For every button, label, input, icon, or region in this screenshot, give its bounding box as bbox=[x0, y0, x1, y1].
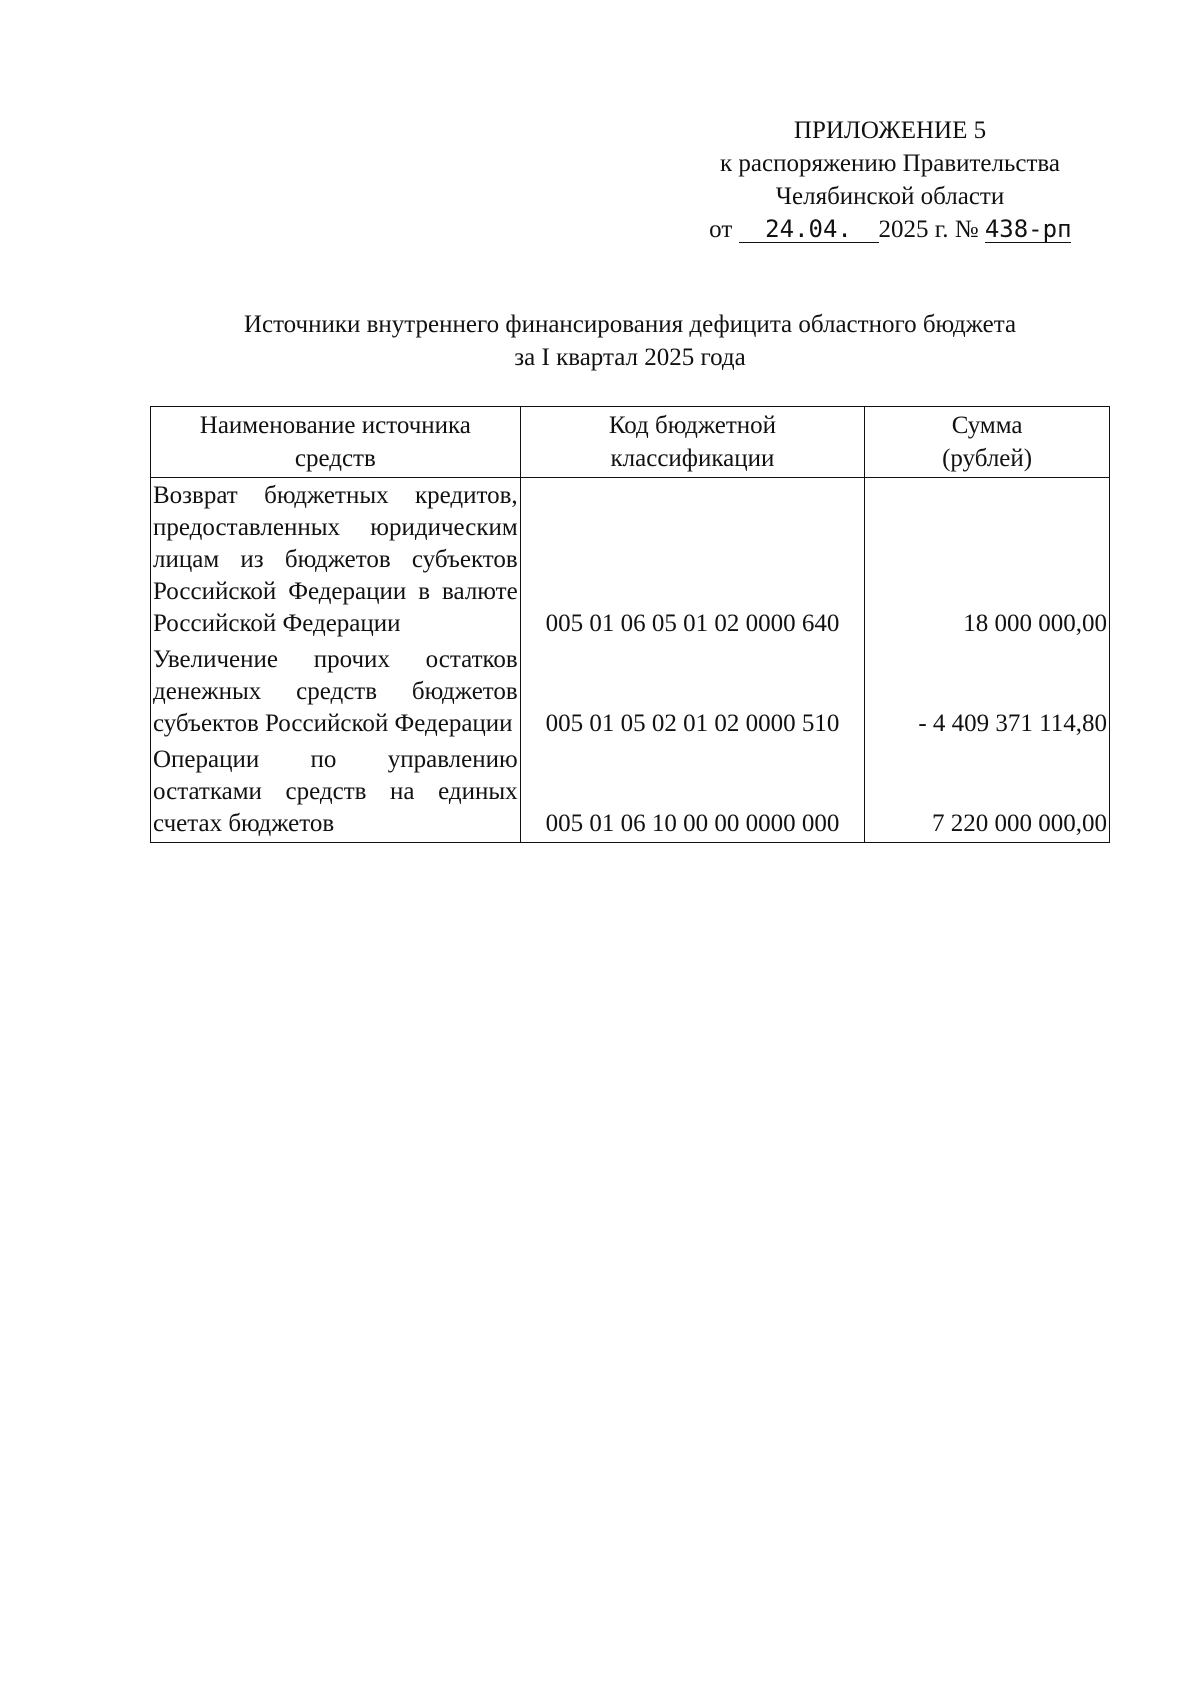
order-line bbox=[660, 213, 1120, 246]
document-title-line-2: за I квартал 2025 года bbox=[514, 344, 746, 371]
row-sum: 18 000 000,00 bbox=[865, 478, 1110, 643]
row-name: Возврат бюджетных кредитов, предоставленных юридическим лицам из бюджетов субъектов Российской Федерации в валюте Российской Федерации bbox=[151, 478, 521, 643]
document-title-line-1: Источники внутреннего финансирования дефицита областного бюджета bbox=[243, 311, 1017, 338]
row-code: 005 01 06 10 00 00 0000 000 bbox=[520, 742, 865, 843]
appendix-header bbox=[660, 114, 1120, 246]
row-name: Увеличение прочих остатков денежных средств бюджетов субъектов Российской Федерации bbox=[151, 642, 521, 742]
order-number: 438-рп bbox=[984, 215, 1072, 243]
document-title bbox=[150, 308, 1110, 374]
header-sum: Сумма (рублей) bbox=[865, 407, 1110, 478]
table-header-row bbox=[151, 407, 1110, 478]
order-prefix: от bbox=[709, 216, 733, 243]
table-row bbox=[151, 642, 1110, 742]
sources-table bbox=[150, 406, 1110, 843]
appendix-line-1: к распоряжению Правительства bbox=[719, 150, 1060, 177]
appendix-line-2: Челябинской области bbox=[775, 183, 1005, 210]
row-sum: 7 220 000 000,00 bbox=[865, 742, 1110, 843]
row-code: 005 01 05 02 01 02 0000 510 bbox=[520, 642, 865, 742]
header-name: Наименование источника средств bbox=[151, 407, 521, 478]
table-row bbox=[151, 742, 1110, 843]
table-row bbox=[151, 478, 1110, 643]
appendix-title: ПРИЛОЖЕНИЕ 5 bbox=[793, 117, 987, 144]
order-year: 2025 г. № bbox=[878, 216, 979, 243]
row-sum: - 4 409 371 114,80 bbox=[865, 642, 1110, 742]
order-date: 24.04. bbox=[739, 216, 879, 243]
row-name: Операции по управлению остатками средств на единых счетах бюджетов bbox=[151, 742, 521, 843]
header-code: Код бюджетной классификации bbox=[520, 407, 865, 478]
row-code: 005 01 06 05 01 02 0000 640 bbox=[520, 478, 865, 643]
